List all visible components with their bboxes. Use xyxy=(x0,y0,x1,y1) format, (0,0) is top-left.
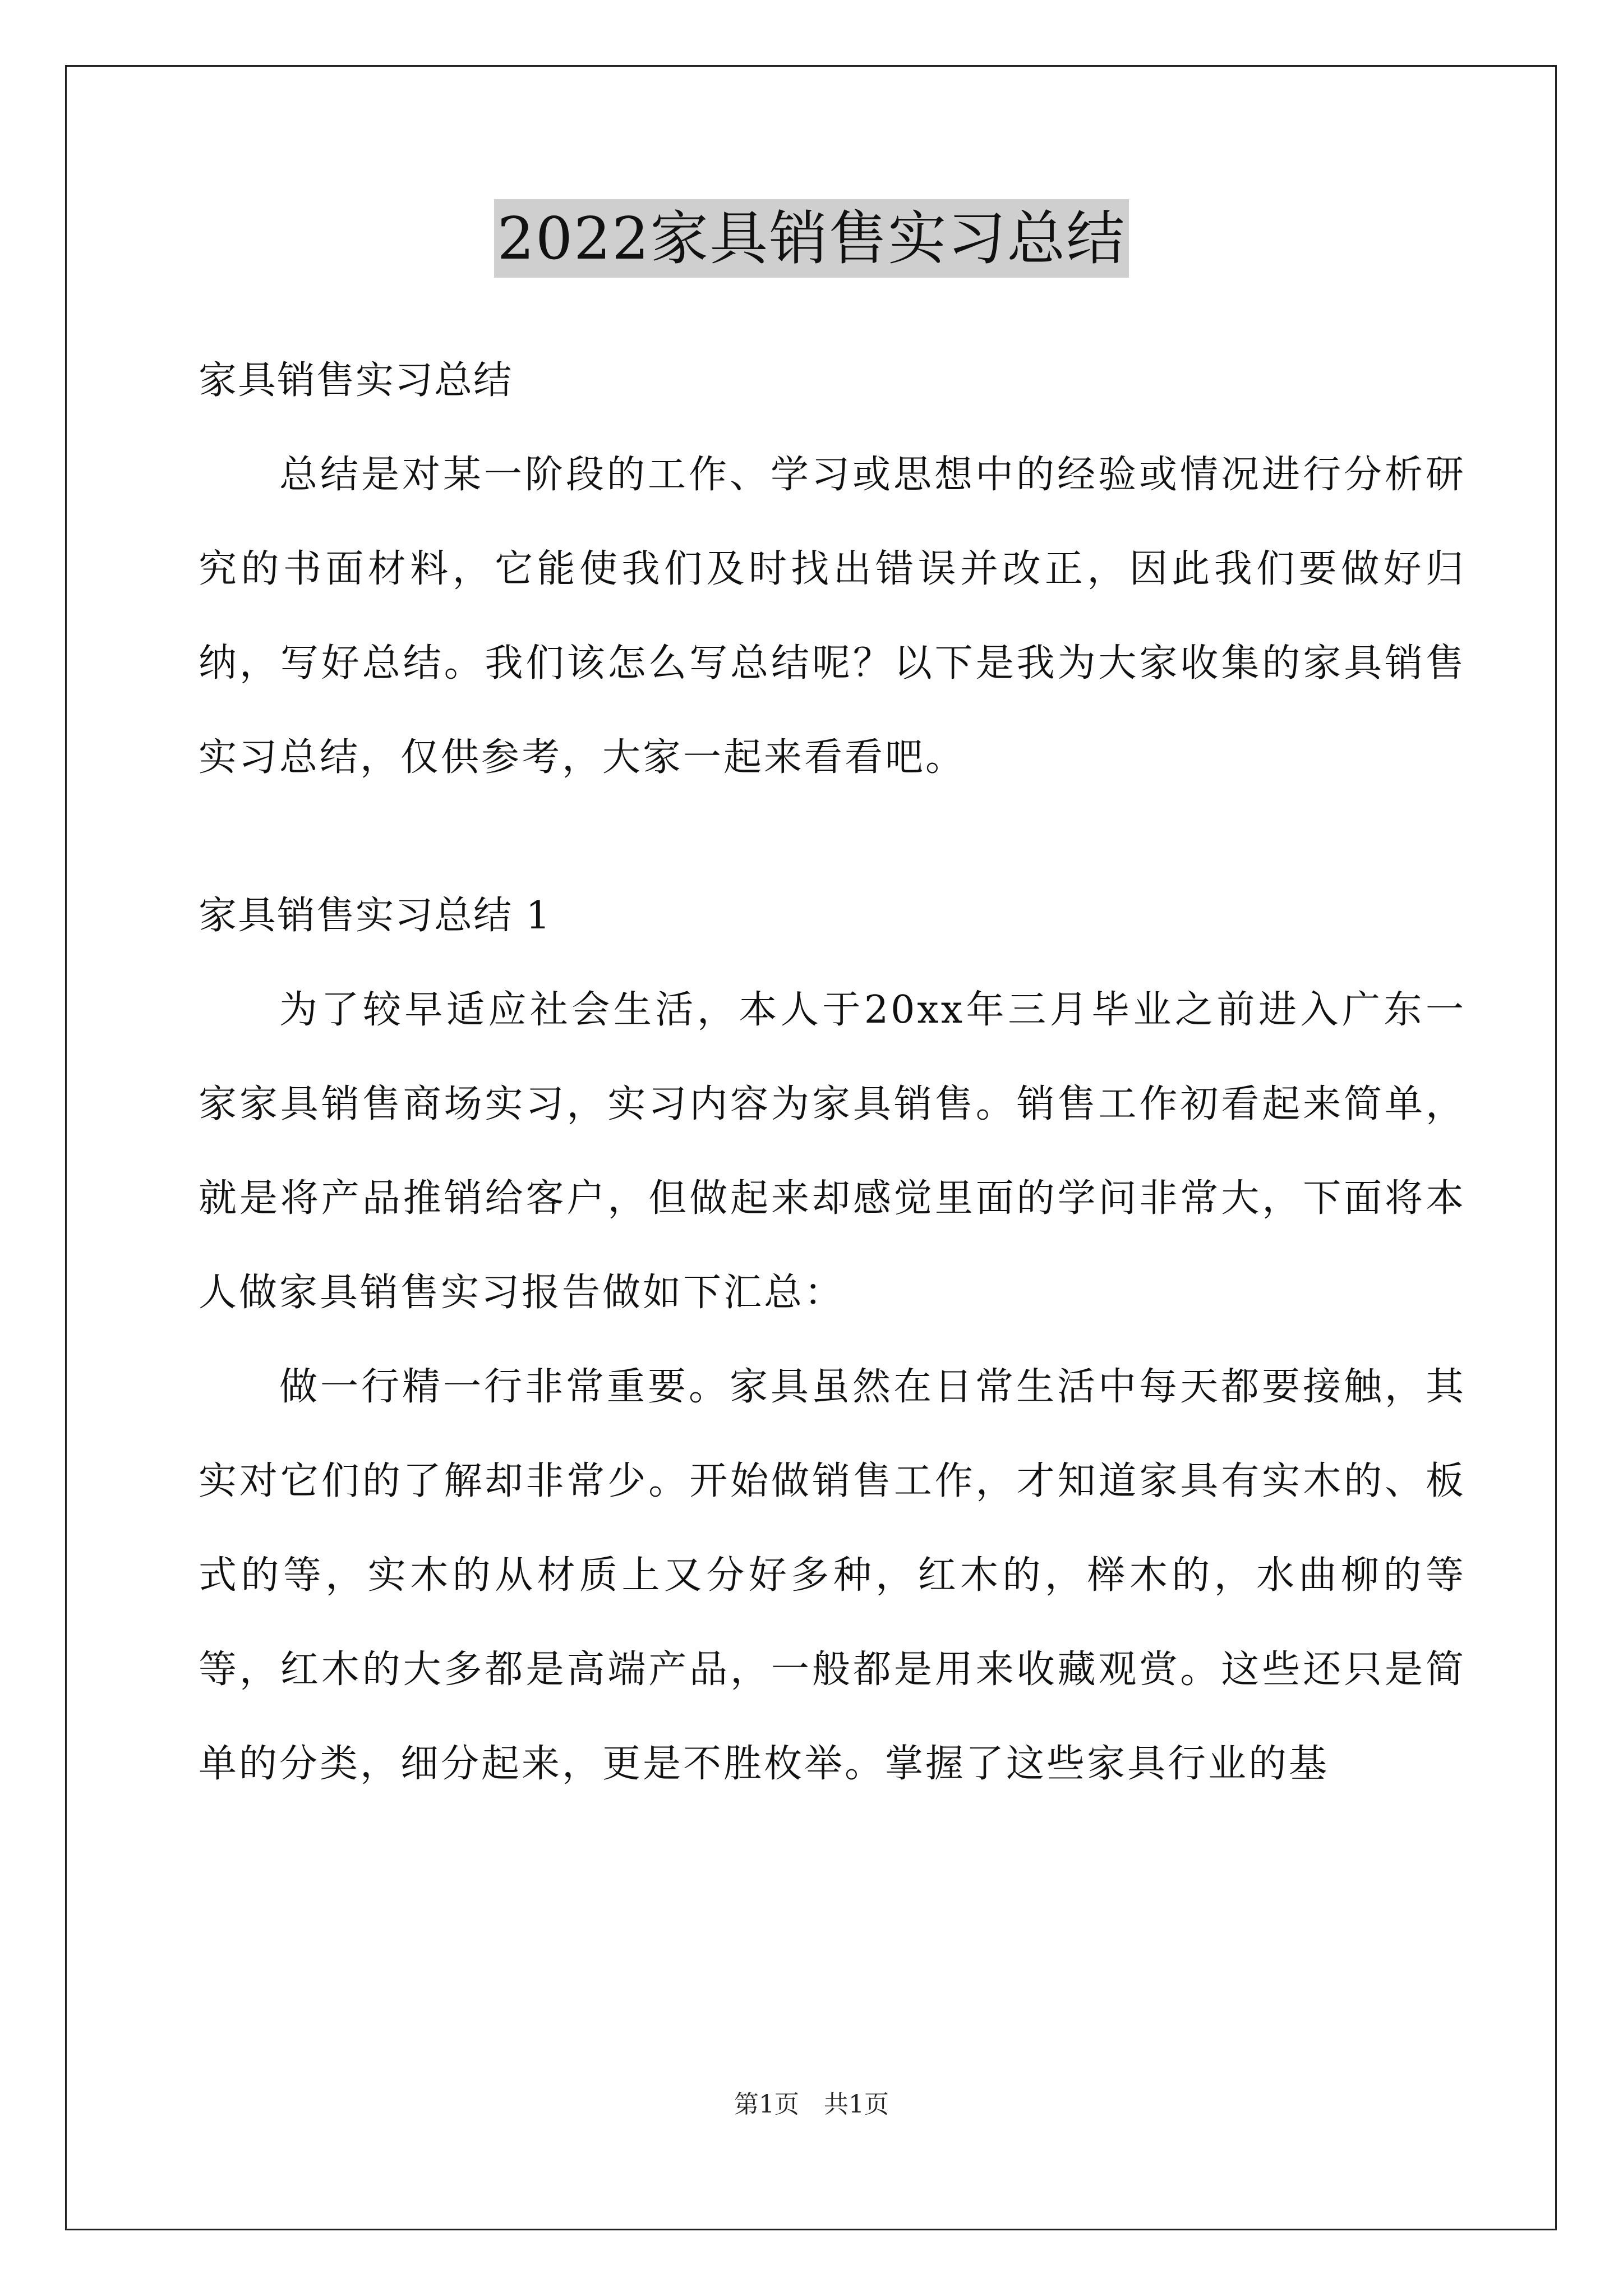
document-title: 2022家具销售实习总结 xyxy=(494,199,1129,278)
intro-paragraph: 总结是对某一阶段的工作、学习或思想中的经验或情况进行分析研究的书面材料，它能使我们及时找出错误并改正，因此我们要做好归纳，写好总结。我们该怎么写总结呢？以下是我为大家收集的家具销售实习总结，仅供参考，大家一起来看看吧。 xyxy=(199,453,1466,780)
section1-heading: 家具销售实习总结 1 xyxy=(199,894,551,938)
section-spacer xyxy=(199,805,1466,869)
page-footer: 第1页 共1页 xyxy=(734,2090,889,2119)
section1-paragraph-1: 为了较早适应社会生活，本人于20xx年三月毕业之前进入广东一家家具销售商场实习，实习内容为家具销售。销售工作初看起来简单，就是将产品推销给客户，但做起来却感觉里面的学问非常大，下面将本人做家具销售实习报告做如下汇总： xyxy=(199,988,1466,1315)
section1-paragraph-2: 做一行精一行非常重要。家具虽然在日常生活中每天都要接触，其实对它们的了解却非常少。开始做销售工作，才知道家具有实木的、板式的等，实木的从材质上又分好多种，红木的，榉木的，水曲柳的等等，红木的大多都是高端产品，一般都是用来收藏观赏。这些还只是简单的分类，细分起来，更是不胜枚举。掌握了这些家具行业的基 xyxy=(199,1365,1466,1786)
document-body xyxy=(199,334,1466,1811)
intro-heading: 家具销售实习总结 xyxy=(199,358,513,403)
title-container xyxy=(0,199,1623,278)
